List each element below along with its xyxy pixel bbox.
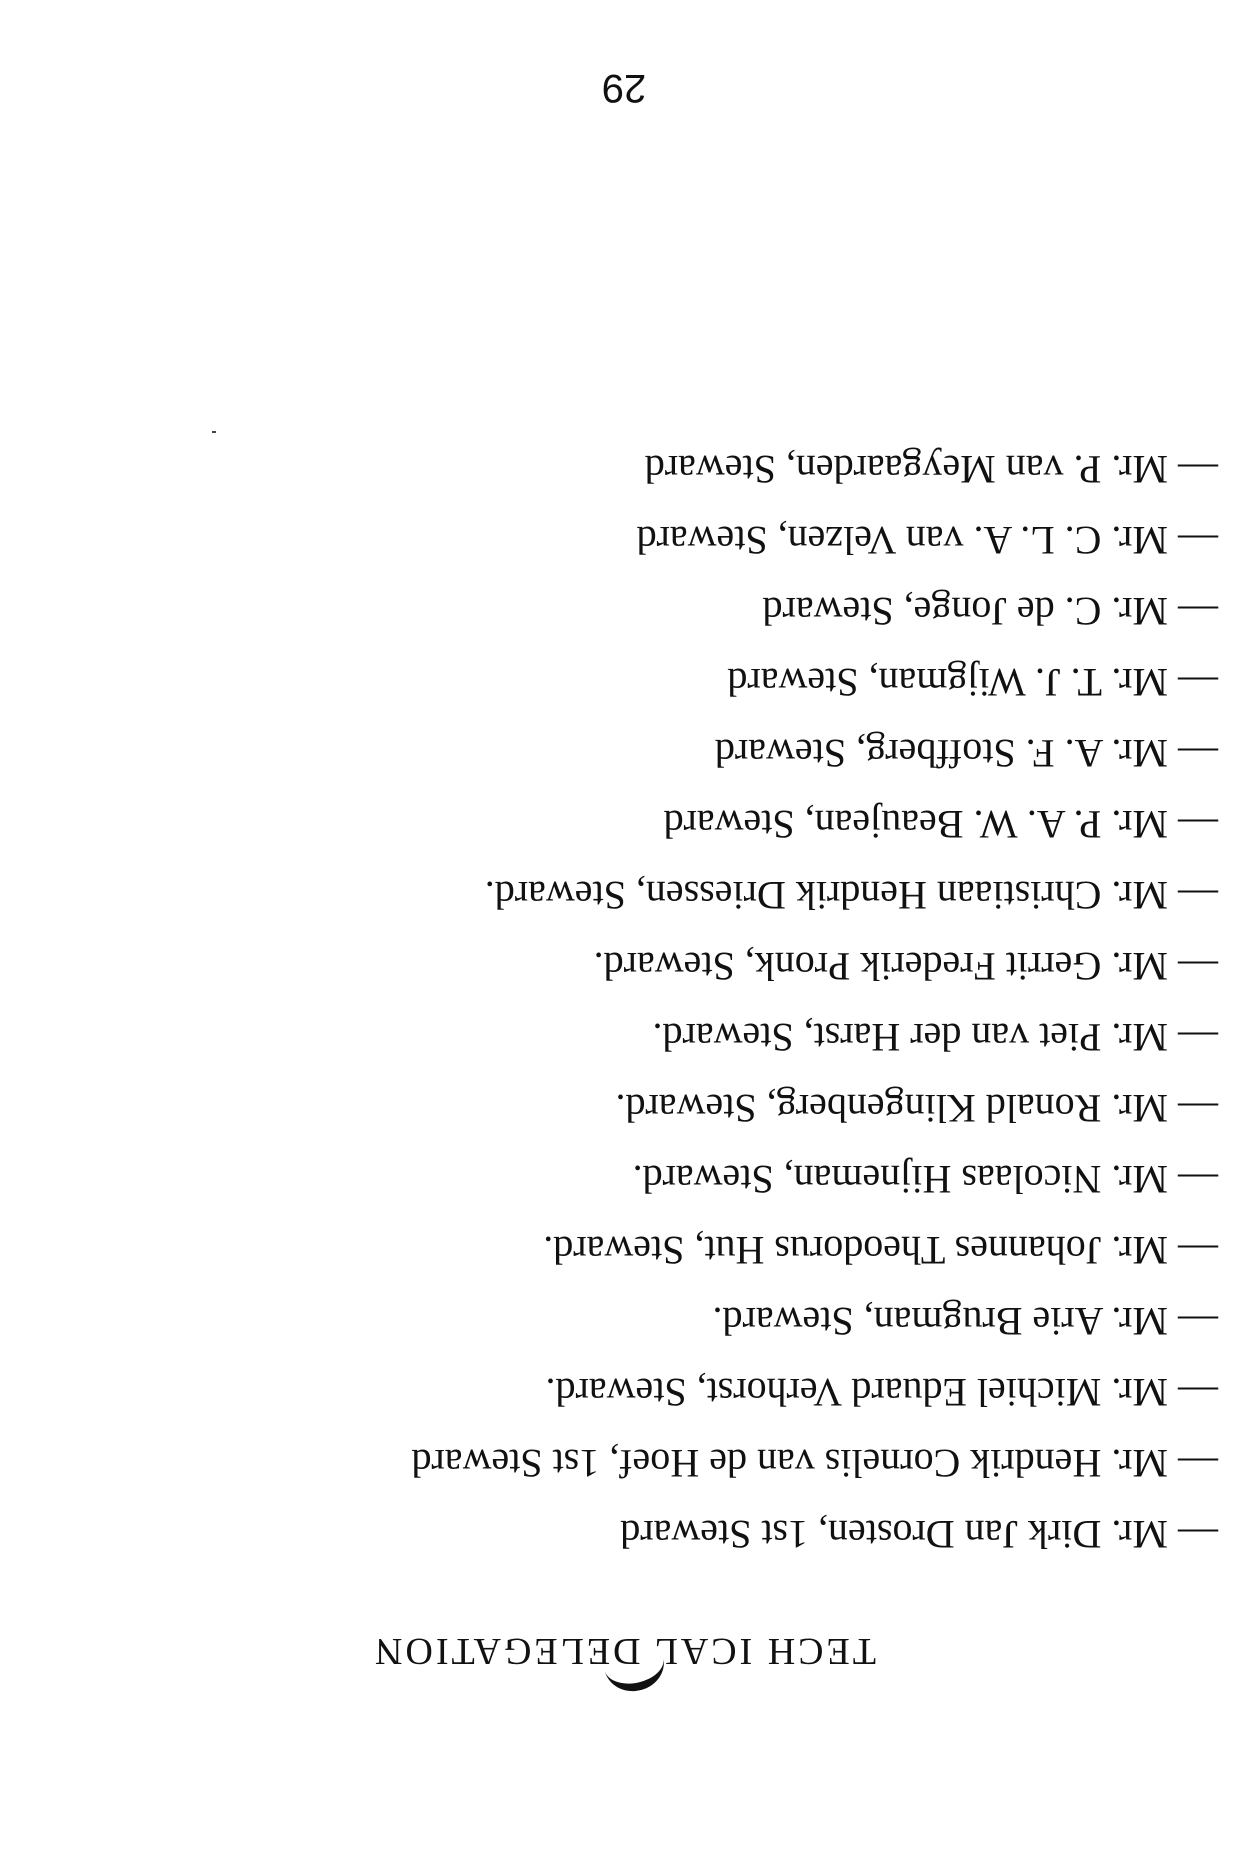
- list-item: — Mr. Dirk Jan Drosten, 1st Steward: [620, 1512, 1218, 1557]
- page-number: 29: [601, 66, 647, 110]
- list-item: — Mr. P. A. W. Beaujean, Steward: [663, 802, 1218, 847]
- list-item: — Mr. C. de Jonge, Steward: [762, 589, 1218, 634]
- list-item: — Mr. Johannes Theodorus Hut, Steward.: [543, 1228, 1218, 1273]
- paper-speck: [212, 431, 216, 433]
- list-item: — Mr. A. F. Stoffberg, Steward: [714, 731, 1218, 776]
- list-item: — Mr. C. L. A. van Velzen, Steward: [636, 518, 1218, 563]
- heading-text: TECH ICAL DELEGATION: [372, 1630, 876, 1672]
- list-item: — Mr. Piet van der Harst, Steward.: [652, 1015, 1218, 1060]
- list-item: — Mr. P. van Meygaarden, Steward: [644, 447, 1218, 492]
- ink-blot: [599, 1631, 669, 1696]
- list-item: — Mr. Hendrik Cornelis van de Hoef, 1st Steward: [411, 1441, 1218, 1486]
- list-item: — Mr. Christiaan Hendrik Driessen, Steward.: [484, 873, 1218, 918]
- delegation-list: [18, 434, 1218, 1570]
- list-item: — Mr. Arie Brugman, Steward.: [712, 1299, 1218, 1344]
- list-item: — Mr. T. J. Wijgman, Steward: [727, 660, 1218, 705]
- list-item: — Mr. Gerrit Frederik Pronk, Steward.: [593, 944, 1218, 989]
- heading: [0, 1629, 1248, 1673]
- list-item: — Mr. Ronald Klingenberg, Steward.: [615, 1086, 1218, 1131]
- list-item: — Mr. Michiel Eduard Verhorst, Steward.: [545, 1370, 1218, 1415]
- list-item: — Mr. Nicolaas Hijneman, Steward.: [632, 1157, 1218, 1202]
